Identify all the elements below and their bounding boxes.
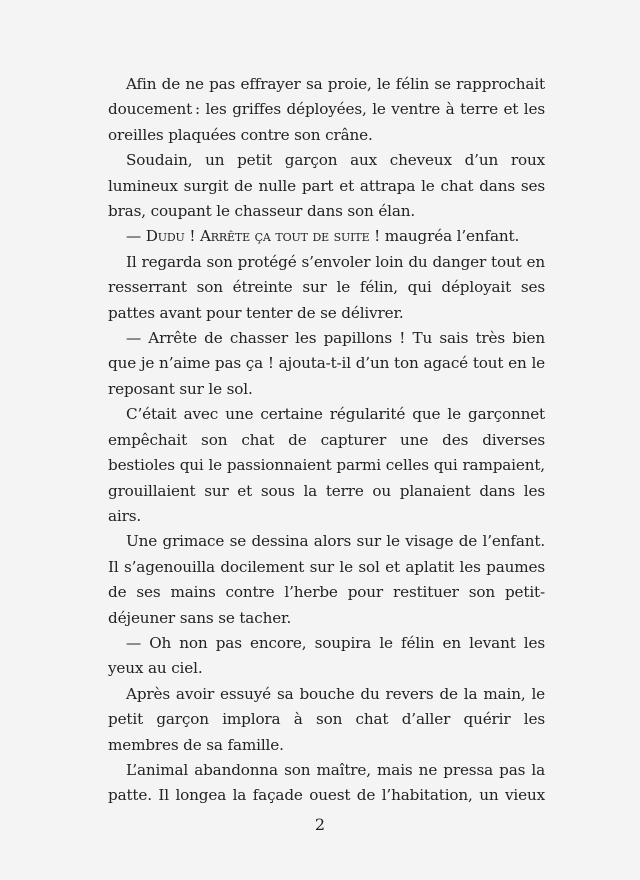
paragraph [108, 72, 545, 148]
dialogue-paragraph [108, 224, 545, 249]
paragraph [108, 402, 545, 529]
dialogue-dash: — [126, 227, 146, 246]
dialogue-paragraph [108, 326, 545, 402]
paragraph-text: L’animal abandonna son maître, mais ne pressa pas la patte. Il longea la façade ouest de l’habitation, un vieux [108, 760, 545, 805]
paragraph-text: Il regarda son protégé s’envoler loin du danger tout en resserrant son étreinte sur le félin, qui déployait ses pattes avant pour tenter de se délivrer. [108, 252, 545, 322]
paragraph [108, 682, 545, 758]
paragraph [108, 250, 545, 326]
paragraph [108, 758, 545, 809]
paragraph [108, 529, 545, 631]
paragraph-text: — Arrête de chasser les papillons ! Tu sais très bien que je n’aime pas ça ! ajouta-t-il d’un ton agacé tout en le reposant sur le sol. [108, 329, 545, 398]
paragraph-text: Soudain, un petit garçon aux cheveux d’un roux lumineux surgit de nulle part et attrapa le chat dans ses bras, coupant le chasseur dans son élan. [108, 151, 545, 221]
paragraph-text: Une grimace se dessina alors sur le visage de l’enfant. Il s’agenouilla docilement sur le sol et aplatit les paumes de ses mains contre l’herbe pour restituer son petit-déjeuner sans se tacher. [108, 532, 545, 627]
paragraph-text: — Oh non pas encore, soupira le félin en levant les yeux au ciel. [108, 633, 545, 678]
paragraph-text: ! maugréa l’enfant. [369, 227, 520, 246]
paragraph [108, 148, 545, 224]
paragraph-text: Afin de ne pas effrayer sa proie, le félin se rapprochait doucement : les griffes déployées, le ventre à terre et les oreilles plaquées contre son crâne. [108, 75, 545, 144]
page-number: 2 [314, 815, 326, 834]
page-body [108, 72, 545, 809]
paragraph-text: Après avoir essuyé sa bouche du revers de la main, le petit garçon implora à son chat d’aller quérir les membres de sa famille. [108, 684, 545, 754]
paragraph-text: C’était avec une certaine régularité que le garçonnet empêchait son chat de capturer une des diverses bestioles qui le passionnaient parmi celles qui rampaient, grouillaient sur et sous la terre ou planaient dans les airs. [108, 405, 545, 525]
dialogue-paragraph [108, 631, 545, 682]
small-caps-exclamation: Dudu ! Arrête ça tout de suite [145, 227, 370, 246]
